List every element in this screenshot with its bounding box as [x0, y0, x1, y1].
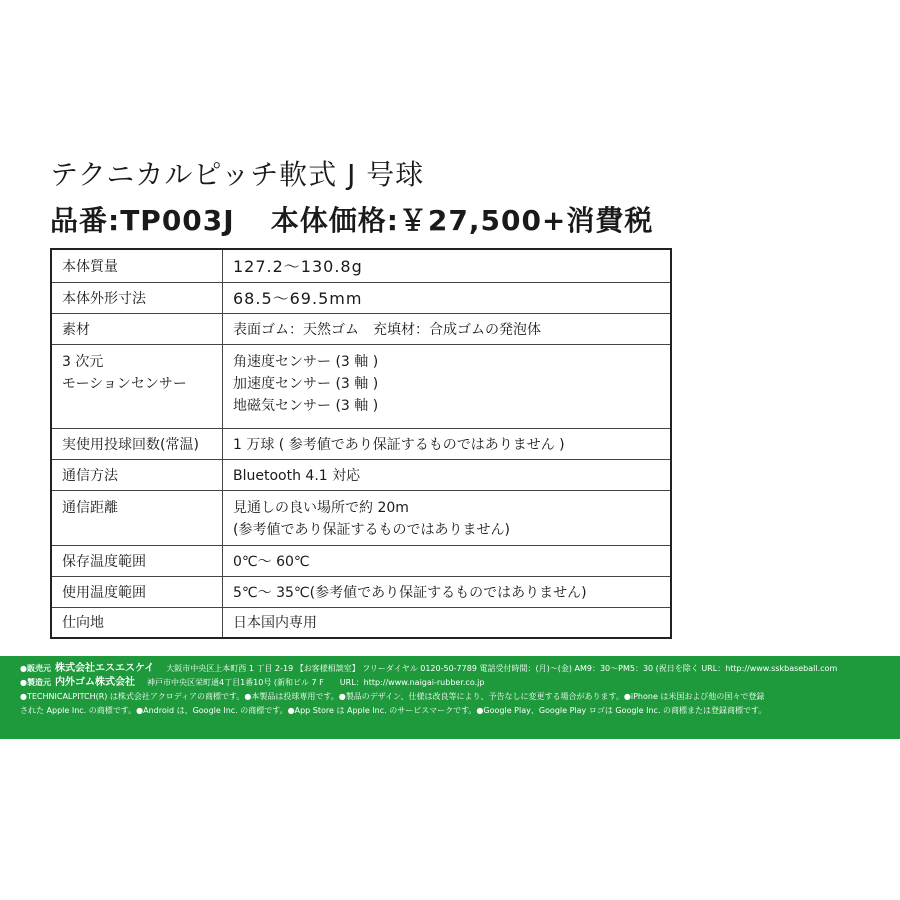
spec-value: 日本国内専用: [223, 607, 672, 638]
spec-value: [223, 344, 672, 428]
footer-banner: [0, 656, 900, 739]
spec-value: 68.5〜69.5mm: [223, 282, 672, 313]
table-row: [51, 428, 671, 459]
spec-key: 通信方法: [51, 459, 223, 490]
spec-key: 本体質量: [51, 249, 223, 282]
table-row: [51, 459, 671, 490]
spec-value: 0℃〜 60℃: [223, 545, 672, 576]
spec-value-line: 見通しの良い場所で約 20m: [233, 499, 409, 516]
spec-key-line: 3 次元: [62, 353, 104, 370]
maker-name: 内外ゴム株式会社: [54, 677, 135, 688]
spec-key-line: モーションセンサー: [62, 375, 187, 392]
spec-value: Bluetooth 4.1 対応: [223, 459, 672, 490]
table-row: [51, 313, 671, 344]
spec-key: 仕向地: [51, 607, 223, 638]
spec-key: 実使用投球回数(常温): [51, 428, 223, 459]
table-row: [51, 490, 671, 545]
table-row: [51, 249, 671, 282]
spec-key: 本体外形寸法: [51, 282, 223, 313]
seller-name: 株式会社エスエスケイ: [54, 663, 155, 674]
spec-value-line: 地磁気センサー (3 軸 ): [233, 397, 379, 414]
spec-value: 表面ゴム：天然ゴム 充填材：合成ゴムの発泡体: [223, 313, 672, 344]
seller-line: [20, 662, 880, 676]
price-line: [50, 199, 653, 239]
seller-info: 大阪市中央区上本町西 1 丁目 2-19 【お客様相談室】 フリーダイヤル 0120-50-7789 電話受付時間：(月)〜(金) AM9：30〜PM5：30 (祝日を除く URL：http://www.sskbaseball.com: [166, 664, 838, 673]
spec-value: [223, 490, 672, 545]
table-row: [51, 576, 671, 607]
table-row: [51, 607, 671, 638]
spec-value: 5℃〜 35℃(参考値であり保証するものではありません): [223, 576, 672, 607]
notice-line: ●TECHNICALPITCH(R) は株式会社アクロディアの商標です。●本製品は投球専用です。●製品のデザイン、仕様は改良等により、予告なしに変更する場合があります。●iPhone は米国および他の国々で登録: [20, 692, 765, 701]
spec-key: 通信距離: [51, 490, 223, 545]
spec-value-line: (参考値であり保証するものではありません): [233, 521, 510, 538]
price: 本体価格:￥27,500+消費税: [270, 204, 654, 237]
table-row: [51, 344, 671, 428]
spec-table: [50, 248, 672, 639]
spec-key: 使用温度範囲: [51, 576, 223, 607]
seller-label: ●販売元: [20, 664, 51, 673]
table-row: [51, 545, 671, 576]
spec-value: 127.2〜130.8g: [223, 249, 672, 282]
part-number: 品番:TP003J: [50, 204, 235, 237]
notice-line: された Apple Inc. の商標です。●Android は、Google Inc. の商標です。●App Store は Apple Inc. のサービスマークです。●Google Play、Google Play ロゴは Google Inc. の商標または登録商標です。: [20, 706, 767, 715]
spec-key: 保存温度範囲: [51, 545, 223, 576]
spec-key: [51, 344, 223, 428]
spec-key: 素材: [51, 313, 223, 344]
spec-value-line: 加速度センサー (3 軸 ): [233, 375, 379, 392]
maker-info: 神戸市中央区栄町通4丁目1番10号 (新和ビル 7 F URL：http://www.naigai-rubber.co.jp: [146, 678, 485, 687]
maker-label: ●製造元: [20, 678, 51, 687]
product-title: テクニカルピッチ軟式 J 号球: [50, 158, 425, 191]
table-row: [51, 282, 671, 313]
maker-line: [20, 676, 880, 690]
spec-value: 1 万球 ( 参考値であり保証するものではありません ): [223, 428, 672, 459]
spec-value-line: 角速度センサー (3 軸 ): [233, 353, 379, 370]
